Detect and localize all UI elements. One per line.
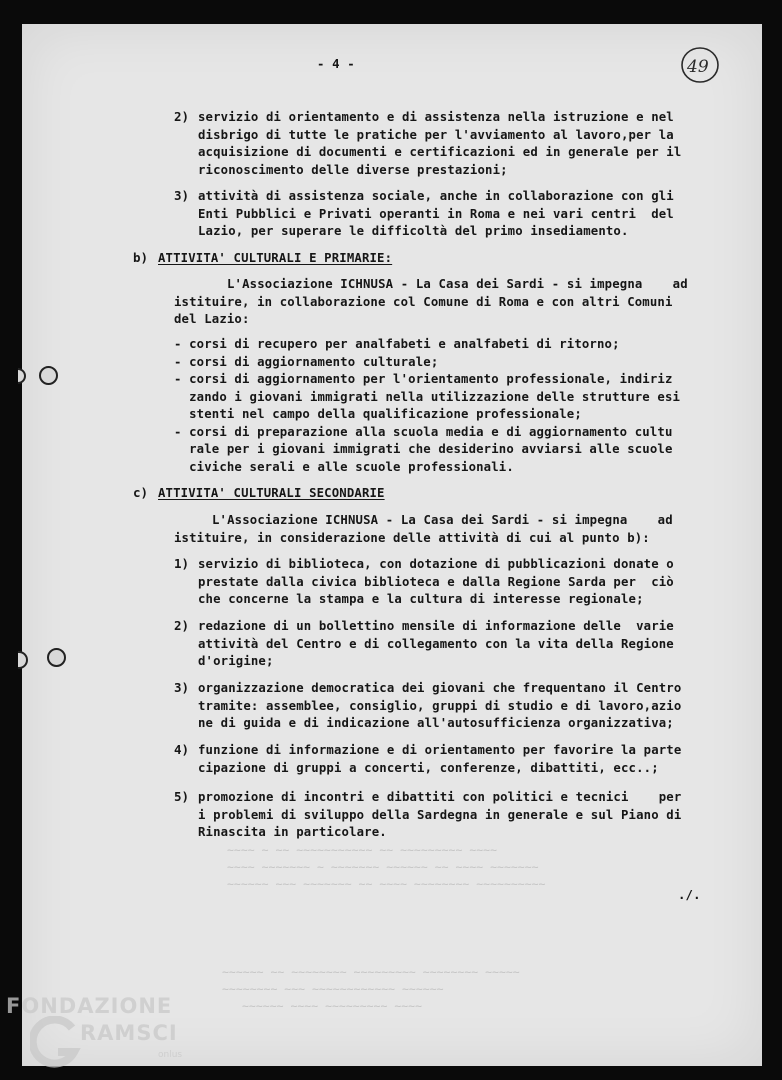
item-number: 3) (174, 188, 190, 203)
section-b-heading: ATTIVITA' CULTURALI E PRIMARIE: (158, 251, 393, 265)
bullet-line: - corsi di aggiornamento per l'orientamento professionale, indiriz (174, 372, 673, 386)
item-number: 2) (174, 109, 190, 124)
text-line: disbrigo di tutte le pratiche per l'avviamento al lavoro,per la (198, 127, 674, 142)
item-number: 5) (174, 789, 190, 804)
bullet-line: rale per i giovani immigrati che desiderino avviarsi alle scuole (174, 442, 673, 456)
bullet-line: stenti nel campo della qualificazione professionale; (174, 407, 582, 421)
text-line: redazione di un bollettino mensile di informazione delle varie (198, 619, 674, 633)
bullet-line: civiche serali e alle scuole professionali. (174, 459, 514, 474)
section-letter: c) (133, 485, 149, 500)
watermark-g-icon (30, 1016, 82, 1072)
item-number: 3) (174, 680, 190, 695)
item-number: 1) (174, 556, 190, 571)
text-line: funzione di informazione e di orientamento per favorire la parte (198, 743, 682, 757)
section-letter: b) (133, 250, 149, 265)
bullet-line: zando i giovani immigrati nella utilizzazione delle strutture esi (174, 389, 681, 404)
text-line: che concerne la stampa e la cultura di interesse regionale; (198, 592, 644, 606)
text-line: servizio di biblioteca, con dotazione di pubblicazioni donate o (198, 557, 674, 571)
watermark-line-1: FONDAZIONE (6, 994, 173, 1018)
bullet-line: - corsi di recupero per analfabeti e analfabeti di ritorno; (174, 337, 620, 351)
item-number: 4) (174, 742, 190, 757)
section-c-intro-line: L'Associazione ICHNUSA - La Casa dei Sardi - si impegna ad (212, 513, 673, 527)
watermark-line-2: RAMSCI (80, 1021, 178, 1045)
punch-hole (39, 366, 58, 385)
text-line: riconoscimento delle diverse prestazioni; (198, 162, 508, 177)
text-line: ne di guida e di indicazione all'autosufficienza organizzativa; (198, 716, 674, 730)
item-number: 2) (174, 618, 190, 633)
text-line: Rinascita in particolare. (198, 825, 387, 839)
section-c-intro-line: istituire, in considerazione delle attività di cui al punto b): (174, 530, 650, 545)
section-b-intro-line: istituire, in collaborazione col Comune di Roma e con altri Comuni (174, 294, 673, 309)
section-b-intro-line: L'Associazione ICHNUSA - La Casa dei Sardi - si impegna ad (227, 277, 688, 291)
text-line: d'origine; (198, 654, 274, 668)
text-line: Enti Pubblici e Privati operanti in Roma e nei vari centri del (198, 206, 674, 221)
text-line: prestate dalla civica biblioteca e dalla Regione Sarda per ciò (198, 574, 674, 589)
text-line: cipazione di gruppi a concerti, conferenze, dibattiti, ecc..; (198, 760, 659, 775)
punch-hole (18, 368, 26, 384)
document-page: - 4 - 49 2) servizio di orientamento e di assistenza nella istruzione e nel disbrigo di tutte le pratiche per l'avviamento al lavoro,per la acquisizione di documenti e certificazioni ed in generale per il riconoscimento delle diverse prestazioni; 3) attività di assistenza sociale, anche in collaborazione con gli Enti Pubblici e Privati operanti in Roma e nei vari centri del Lazio, per superare le difficoltà del primo insediamento. b) ATTIVITA' CULTURALI E PRIMARIE: L'Associazione ICHNUSA - La Casa dei Sardi - si impegna ad istituire, in collaborazione col Comune di Roma e con altri Comuni del Lazio: - corsi di recupero per analfabeti e analfabeti di ritorno; - corsi di aggiornamento culturale; - corsi di aggiornamento per l'orientamento professionale, indiriz zando i giovani immigrati nella utilizzazione delle strutture esi stenti nel campo della qualificazione professionale; - corsi di preparazione alla scuola media e di aggiornamento cultu rale per i giovani immigrati che desiderino avviarsi alle scuole civiche serali e alle scuole professionali. c) ATTIVITA' CULTURALI SECONDARIE L'Associazione ICHNUSA - La Casa dei Sardi - si impegna ad istituire, in considerazione delle attività di cui al punto b): 1) servizio di biblioteca, con dotazione di pubblicazioni donate o prestate dalla civica biblioteca e dalla Regione Sarda per ciò che concerne la stampa e la cultura di interesse regionale; 2) redazione di un bollettino mensile di informazione delle varie attività del Centro e di collegamento con la vita della Regione d'origine; 3) organizzazione democratica dei giovani che frequentano il Centro tramite: assemblee, consiglio, gruppi di studio e di lavoro,azio ne di guida e di indicazione all'autosufficienza organizzativa; 4) funzione di informazione e di orientamento per favorire la parte cipazione di gruppi a concerti, conferenze, dibattiti, ecc..; 5) promozione di incontri e dibattiti con politici e tecnici per i problemi di sviluppo della Sardegna in generale e sul Piano di Rinascita in particolare. ~~~~ ~ ~~ ~~~~~~~~~~~ ~~ ~~~~~~~~~ ~~~~ ~~~~ ~~~~~~~ ~ ~~~~~~~ ~~~~~~ ~~ ~~~~ ~~~~~~~ ~~~~~~ ~~~ ~~~~~~~ ~~ ~~~~ ~~~~~~~~ ~~~~~~~~~~ ~~~~~~ ~~ ~~~~~~~~ ~~~~~~~~~ ~~~~~~~~ ~~~~~ ~~~~~~~~ ~~~ ~~~~~~~~~~~~ ~~~~~~ ~~~~~~ ~~~~ ~~~~~~~~~ ~~~~ ./. (22, 24, 762, 1066)
text-line: servizio di orientamento e di assistenza nella istruzione e nel (198, 110, 674, 124)
section-c-heading: ATTIVITA' CULTURALI SECONDARIE (158, 486, 385, 500)
handwritten-page-number (678, 42, 722, 86)
svg-text:49: 49 (687, 57, 709, 77)
text-line: Lazio, per superare le difficoltà del primo insediamento. (198, 224, 629, 238)
text-line: acquisizione di documenti e certificazioni ed in generale per il (198, 145, 682, 159)
text-line: attività del Centro e di collegamento con la vita della Regione (198, 636, 674, 651)
text-line: i problemi di sviluppo della Sardegna in generale e sul Piano di (198, 807, 682, 822)
page-number: - 4 - (317, 57, 355, 71)
watermark-tag: onlus (158, 1050, 183, 1060)
punch-hole (18, 651, 28, 669)
text-line: attività di assistenza sociale, anche in collaborazione con gli (198, 189, 674, 203)
section-b-intro-line: del Lazio: (174, 312, 250, 326)
punch-hole (47, 648, 66, 667)
text-line: organizzazione democratica dei giovani che frequentano il Centro (198, 681, 682, 695)
text-line: tramite: assemblee, consiglio, gruppi di studio e di lavoro,azio (198, 698, 682, 713)
bullet-line: - corsi di preparazione alla scuola media e di aggiornamento cultu (174, 424, 673, 439)
continuation-mark: ./. (678, 888, 701, 902)
text-line: promozione di incontri e dibattiti con politici e tecnici per (198, 790, 682, 804)
bullet-line: - corsi di aggiornamento culturale; (174, 354, 439, 369)
